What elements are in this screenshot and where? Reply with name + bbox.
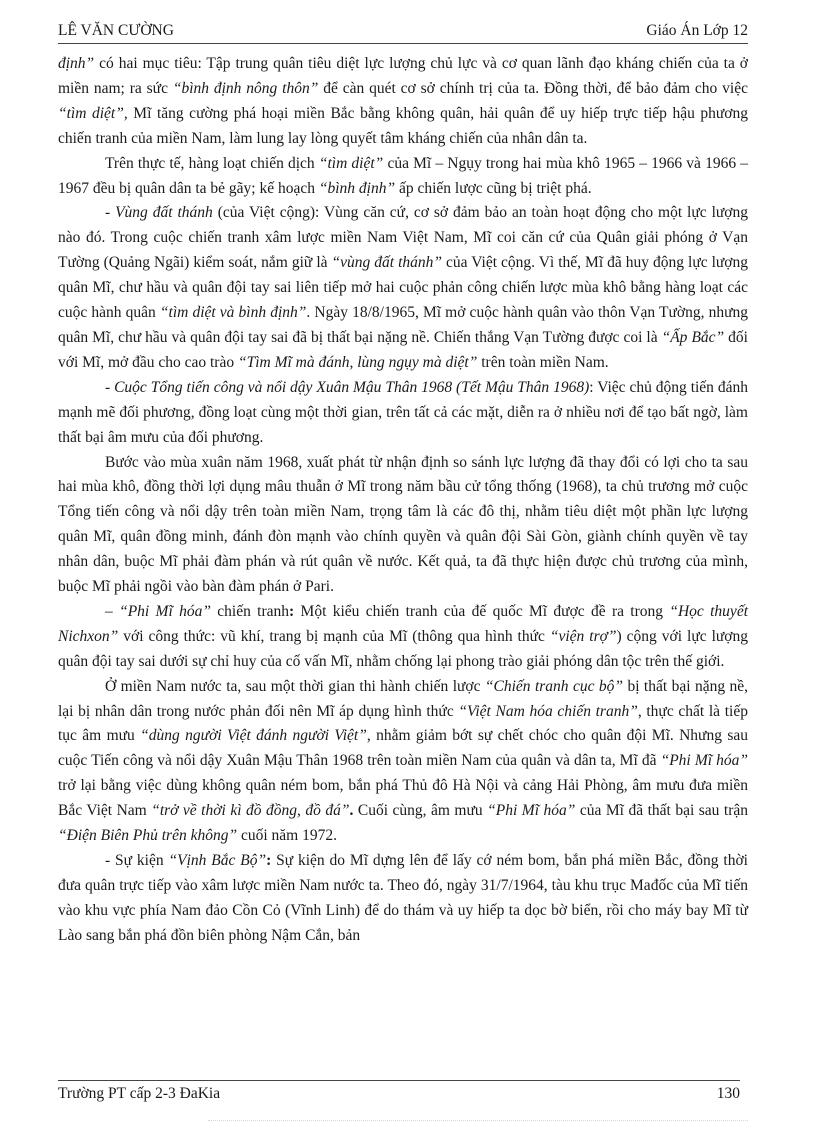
header-subject: Giáo Án Lớp 12 xyxy=(646,22,748,39)
header-author: LÊ VĂN CƯỜNG xyxy=(58,22,174,39)
paragraph: Ở miền Nam nước ta, sau một thời gian thi hành chiến lược “Chiến tranh cục bộ” bị thất bại nặng nề, lại bị nhân dân trong nước phản đối nên Mĩ áp dụng hình thức “Việt Nam hóa chiến tranh”, thực chất là tiếp tục âm mưu “dùng người Việt đánh người Việt”, nhằm giảm bớt sự chết chóc cho quân đội Mĩ. Nhưng sau cuộc Tiến công và nổi dậy Xuân Mậu Thân 1968 trên toàn miền Nam của quân và dân ta, Mĩ đã “Phi Mĩ hóa” trở lại bằng việc dùng không quân ném bom, bắn phá Thủ đô Hà Nội và cảng Hải Phòng, âm mưu đưa miền Bắc Việt Nam “trở về thời kì đồ đồng, đồ đá”. Cuối cùng, âm mưu “Phi Mĩ hóa” của Mĩ đã thất bại sau trận “Điện Biên Phủ trên không” cuối năm 1972. xyxy=(58,677,749,845)
footer-school: Trường PT cấp 2-3 ĐaKia xyxy=(58,1085,221,1102)
page-header xyxy=(58,22,748,44)
paragraph: - Vùng đất thánh (của Việt cộng): Vùng căn cứ, cơ sở đảm bảo an toàn hoạt động cho một lực lượng nào đó. Trong cuộc chiến tranh xâm lược miền Nam Việt Nam, Mĩ coi căn cứ của Quân giải phóng ở Vạn Tường (Quảng Ngãi) kiểm soát, nắm giữ là “vùng đất thánh” của Việt cộng. Vì thế, Mĩ đã huy động lực lượng quân Mĩ, chư hầu và quân đội tay sai liên tiếp mở hai cuộc phản công chiến lược mùa khô bằng hàng loạt các cuộc hành quân “tìm diệt và bình định”. Ngày 18/8/1965, Mĩ mở cuộc hành quân vào thôn Vạn Tường, nhưng quân Mĩ, chư hầu và quân đội tay sai đã bị thất bại nặng nề. Chiến thắng Vạn Tường được coi là “Ấp Bắc” đối với Mĩ, mở đầu cho cao trào “Tìm Mĩ mà đánh, lùng ngụy mà diệt” trên toàn miền Nam. xyxy=(58,204,749,371)
paragraph: - Cuộc Tổng tiến công và nổi dậy Xuân Mậu Thân 1968 (Tết Mậu Thân 1968): Việc chủ động tiến đánh mạnh mẽ đối phương, đồng loạt cùng một thời gian, trên tất cả các mặt, diễn ra ở nhiều nơi để tạo bất ngờ, làm thất bại âm mưu của đối phương. xyxy=(58,378,748,446)
paragraph: - Sự kiện “Vịnh Bắc Bộ”: Sự kiện do Mĩ dựng lên để lấy cớ ném bom, bắn phá miền Bắc, đồng thời đưa quân trực tiếp vào xâm lược miền Nam nước ta. Theo đó, ngày 31/7/1964, tàu khu trục Mađốc của Mĩ tiến vào khu vực phía Nam đảo Cồn Cỏ (Vĩnh Linh) để do thám và uy hiếp ta dọc bờ biển, rồi cho máy bay Mĩ từ Lào sang bắn phá đồn biên phòng Nậm Cắn, bản xyxy=(58,852,748,944)
paragraph: – “Phi Mĩ hóa” chiến tranh: Một kiểu chiến tranh của đế quốc Mĩ được đề ra trong “Học thuyết Nichxon” với công thức: vũ khí, trang bị mạnh của Mĩ (thông qua hình thức “viện trợ”) cộng với lực lượng quân đội tay sai dưới sự chỉ huy của cố vấn Mĩ, nhằm chống lại phong trào giải phóng dân tộc trên thế giới. xyxy=(58,602,748,670)
page-number: 130 xyxy=(716,1085,740,1102)
paragraph: định” có hai mục tiêu: Tập trung quân tiêu diệt lực lượng chủ lực và cơ quan lãnh đạo kháng chiến của ta ở miền nam; ra sức “bình định nông thôn” để càn quét cơ sở chính trị của ta. Đồng thời, để bảo đảm cho việc “tìm diệt”, Mĩ tăng cường phá hoại miền Bắc bằng không quân, hải quân để uy hiếp trực tiếp hậu phương chiến tranh của miền Nam, làm lung lay lòng quyết tâm kháng chiến của nhân dân ta. xyxy=(58,55,748,147)
footer-dotted-line xyxy=(208,1120,748,1121)
paragraph: Trên thực tế, hàng loạt chiến dịch “tìm diệt” của Mĩ – Ngụy trong hai mùa khô 1965 – 1966 và 1966 – 1967 đều bị quân dân ta bẻ gãy; kế hoạch “bình định” ấp chiến lược cũng bị triệt phá. xyxy=(58,154,748,197)
page-footer xyxy=(58,1080,740,1103)
paragraph: Bước vào mùa xuân năm 1968, xuất phát từ nhận định so sánh lực lượng đã thay đổi có lợi cho ta sau hai mùa khô, đồng thời lợi dụng mâu thuẫn ở Mĩ trong năm bầu cử tổng thống (1968), ta chủ trương mở cuộc Tổng tiến công và nổi dậy trên toàn miền Nam, trọng tâm là các đô thị, nhằm tiêu diệt một phần lực lượng quân Mĩ, quân đồng minh, đánh đòn mạnh vào chính quyền và quân đội Sài Gòn, giành chính quyền về tay nhân dân, buộc Mĩ phải đàm phán và rút quân về nước. Kết quả, ta đã thực hiện được chủ trương của mình, buộc Mĩ phải ngồi vào bàn đàm phán ở Pari. xyxy=(58,453,748,596)
document-body xyxy=(58,52,748,949)
